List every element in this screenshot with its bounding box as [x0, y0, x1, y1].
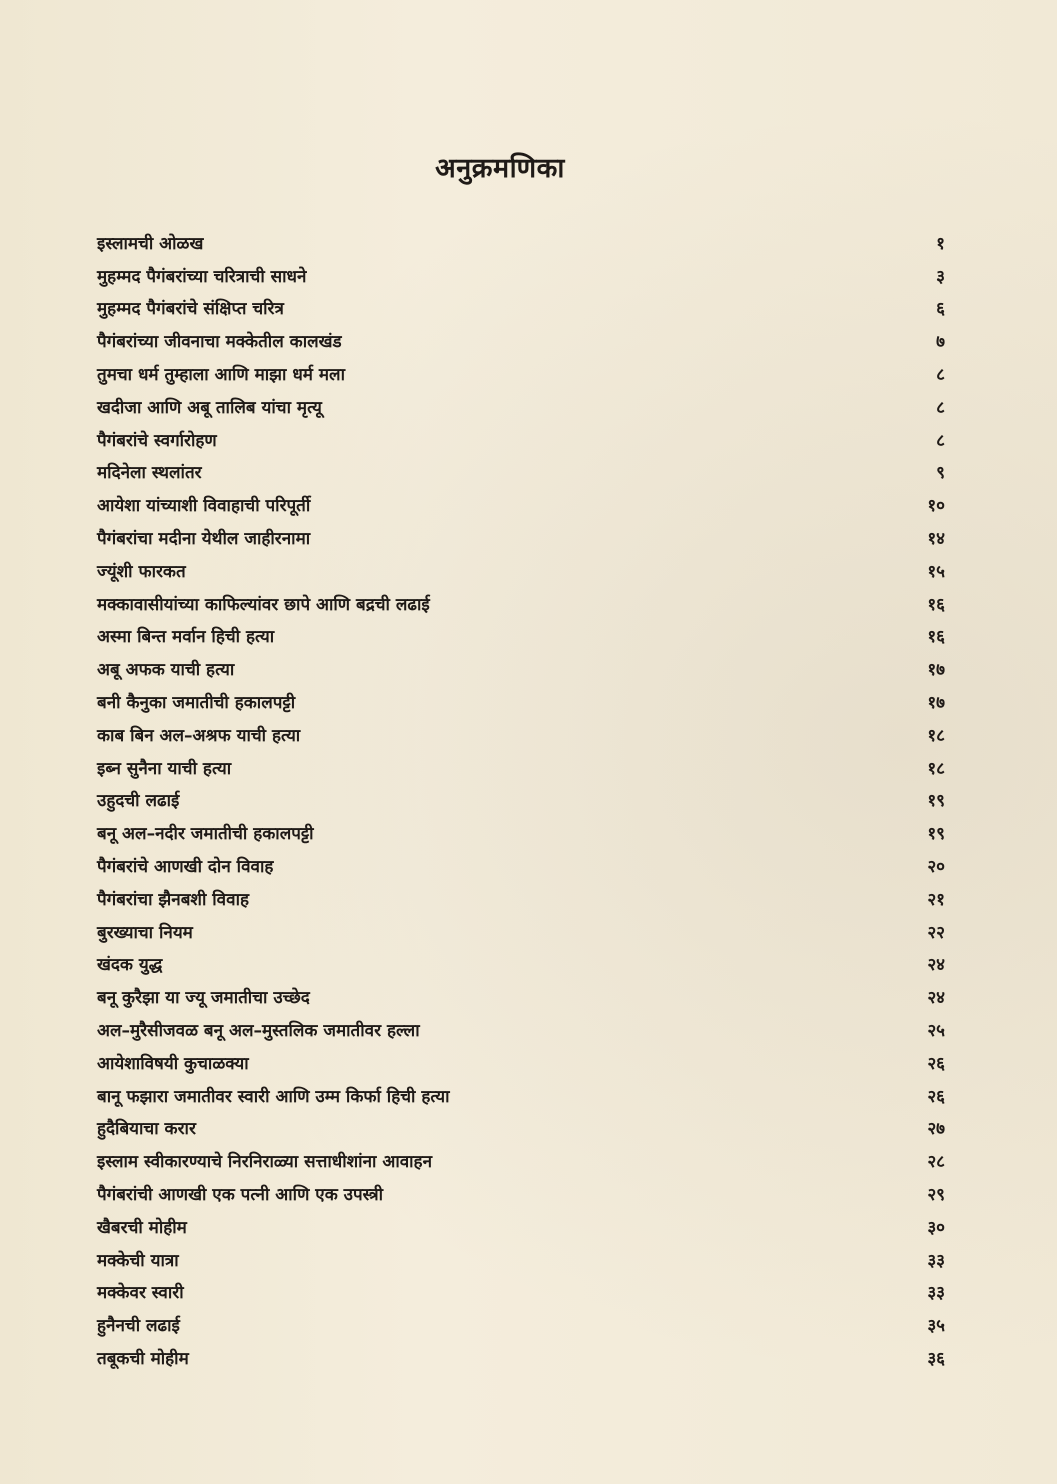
toc-entry-page-number: ३५ — [927, 1316, 945, 1337]
toc-entry-title: अस्मा बिन्त मर्वान हिची हत्या — [97, 627, 275, 648]
toc-entry-page-number: ८ — [936, 430, 945, 451]
toc-entry-page-number: २८ — [927, 1152, 945, 1173]
toc-entry-title: मुहम्मद पैगंबरांच्या चरित्राची साधने — [97, 266, 307, 287]
toc-entry — [97, 882, 945, 915]
toc-entry-page-number: १४ — [927, 529, 945, 550]
toc-entry-page-number: ३३ — [927, 1250, 945, 1271]
toc-entry — [97, 357, 945, 390]
toc-entry-title: तुमचा धर्म तुम्हाला आणि माझा धर्म मला — [97, 365, 345, 386]
page-title: अनुक्रमणिका — [435, 153, 565, 184]
toc-entry-page-number: २६ — [927, 1053, 945, 1074]
toc-entry-page-number: २२ — [927, 922, 945, 943]
toc-entry-title: पैगंबरांचे आणखी दोन विवाह — [97, 857, 274, 878]
toc-entry — [97, 915, 945, 948]
toc-entry — [97, 751, 945, 784]
toc-entry — [97, 849, 945, 882]
toc-entry-title: मक्केची यात्रा — [97, 1250, 179, 1271]
toc-entry-title: पैगंबरांच्या जीवनाचा मक्केतील कालखंड — [97, 332, 342, 353]
toc-entry — [97, 1079, 945, 1112]
toc-entry — [97, 488, 945, 521]
toc-entry-page-number: १६ — [927, 594, 945, 615]
toc-entry-page-number: ८ — [936, 397, 945, 418]
toc-entry-title: आयेशाविषयी कुचाळक्या — [97, 1053, 249, 1074]
toc-entry-title: ज्यूंशी फारकत — [97, 561, 186, 582]
toc-entry-page-number: २६ — [927, 1086, 945, 1107]
toc-entry-page-number: ७ — [936, 332, 945, 353]
toc-entry-title: अबू अफक याची हत्या — [97, 660, 235, 681]
toc-entry — [97, 816, 945, 849]
table-of-contents — [97, 226, 945, 1374]
toc-entry-title: हुनैनची लढाई — [97, 1316, 180, 1337]
toc-entry-page-number: १८ — [927, 758, 945, 779]
toc-entry — [97, 685, 945, 718]
toc-entry — [97, 948, 945, 981]
toc-entry — [97, 390, 945, 423]
toc-entry — [97, 1046, 945, 1079]
toc-entry — [97, 1144, 945, 1177]
toc-entry — [97, 1210, 945, 1243]
toc-entry-title: तबूकची मोहीम — [97, 1348, 189, 1369]
toc-entry-page-number: १० — [927, 496, 945, 517]
toc-entry-title: बनू अल–नदीर जमातीची हकालपट्टी — [97, 824, 314, 845]
toc-entry-page-number: २९ — [927, 1185, 945, 1205]
toc-entry-page-number: २१ — [927, 889, 945, 910]
toc-entry-page-number: २५ — [927, 1021, 945, 1042]
toc-entry — [97, 292, 945, 325]
toc-entry-title: काब बिन अल–अश्रफ याची हत्या — [97, 725, 301, 746]
toc-entry — [97, 652, 945, 685]
toc-entry-title: बानू फझारा जमातीवर स्वारी आणि उम्म किर्फा हिची हत्या — [97, 1086, 450, 1107]
toc-entry-page-number: २७ — [927, 1119, 945, 1140]
toc-entry-title: इब्न सुनैना याची हत्या — [97, 758, 232, 779]
toc-entry-title: इस्लाम स्वीकारण्याचे निरनिराळ्या सत्ताधीशांना आवाहन — [97, 1152, 433, 1173]
toc-entry-title: खैबरची मोहीम — [97, 1217, 187, 1238]
toc-entry-page-number: १५ — [927, 561, 945, 582]
toc-entry-title: पैगंबरांचा झैनबशी विवाह — [97, 889, 250, 910]
toc-entry-title: पैगंबरांची आणखी एक पत्नी आणि एक उपस्त्री — [97, 1185, 384, 1205]
toc-entry-title: उहुदची लढाई — [97, 791, 180, 812]
toc-entry-title: हुदैबियाचा करार — [97, 1119, 196, 1140]
toc-entry-page-number: ३३ — [927, 1283, 945, 1304]
toc-entry-page-number: १७ — [927, 660, 945, 681]
toc-entry-page-number: १६ — [927, 627, 945, 648]
toc-entry — [97, 456, 945, 489]
toc-entry-title: खंदक युद्ध — [97, 955, 163, 976]
toc-entry — [97, 324, 945, 357]
toc-entry — [97, 1177, 945, 1210]
toc-entry — [97, 1276, 945, 1309]
toc-entry — [97, 259, 945, 292]
toc-entry-page-number: १८ — [927, 725, 945, 746]
toc-entry — [97, 1013, 945, 1046]
toc-entry — [97, 1112, 945, 1145]
toc-entry — [97, 587, 945, 620]
toc-entry-page-number: ३६ — [927, 1348, 945, 1369]
toc-entry-page-number: १९ — [927, 791, 945, 812]
toc-entry-page-number: ९ — [936, 463, 945, 484]
toc-entry-page-number: २४ — [927, 955, 945, 976]
toc-entry-title: पैगंबरांचे स्वर्गारोहण — [97, 430, 217, 451]
toc-entry — [97, 423, 945, 456]
toc-entry-title: मक्केवर स्वारी — [97, 1283, 184, 1304]
toc-entry-title: बुरख्याचा नियम — [97, 922, 193, 943]
toc-entry-title: आयेशा यांच्याशी विवाहाची परिपूर्ती — [97, 496, 311, 517]
toc-entry — [97, 784, 945, 817]
toc-entry-page-number: ६ — [936, 299, 945, 320]
toc-entry-page-number: ३० — [927, 1217, 945, 1238]
toc-entry-page-number: ३ — [936, 266, 945, 287]
toc-entry — [97, 521, 945, 554]
toc-entry — [97, 554, 945, 587]
toc-entry-title: मक्कावासीयांच्या काफिल्यांवर छापे आणि बद्रची लढाई — [97, 594, 430, 615]
toc-entry — [97, 718, 945, 751]
toc-entry-title: अल–मुरैसीजवळ बनू अल–मुस्तलिक जमातीवर हल्ला — [97, 1021, 420, 1042]
toc-entry — [97, 980, 945, 1013]
toc-entry-page-number: १९ — [927, 824, 945, 845]
toc-entry-page-number: २४ — [927, 988, 945, 1009]
toc-entry — [97, 620, 945, 653]
toc-entry-page-number: २० — [927, 857, 945, 878]
toc-entry-page-number: १७ — [927, 693, 945, 714]
toc-entry-title: मदिनेला स्थलांतर — [97, 463, 202, 484]
toc-entry — [97, 226, 945, 259]
toc-entry-title: मुहम्मद पैगंबरांचे संक्षिप्त चरित्र — [97, 299, 284, 320]
toc-entry-page-number: ८ — [936, 365, 945, 386]
toc-entry — [97, 1341, 945, 1374]
toc-entry-title: पैगंबरांचा मदीना येथील जाहीरनामा — [97, 529, 311, 550]
toc-entry-page-number: १ — [936, 233, 945, 254]
toc-entry — [97, 1308, 945, 1341]
toc-entry-title: खदीजा आणि अबू तालिब यांचा मृत्यू — [97, 397, 322, 418]
toc-entry — [97, 1243, 945, 1276]
toc-entry-title: इस्लामची ओळख — [97, 233, 204, 254]
toc-entry-title: बनी कैनुका जमातीची हकालपट्टी — [97, 693, 296, 714]
toc-entry-title: बनू कुरैझा या ज्यू जमातीचा उच्छेद — [97, 988, 310, 1009]
